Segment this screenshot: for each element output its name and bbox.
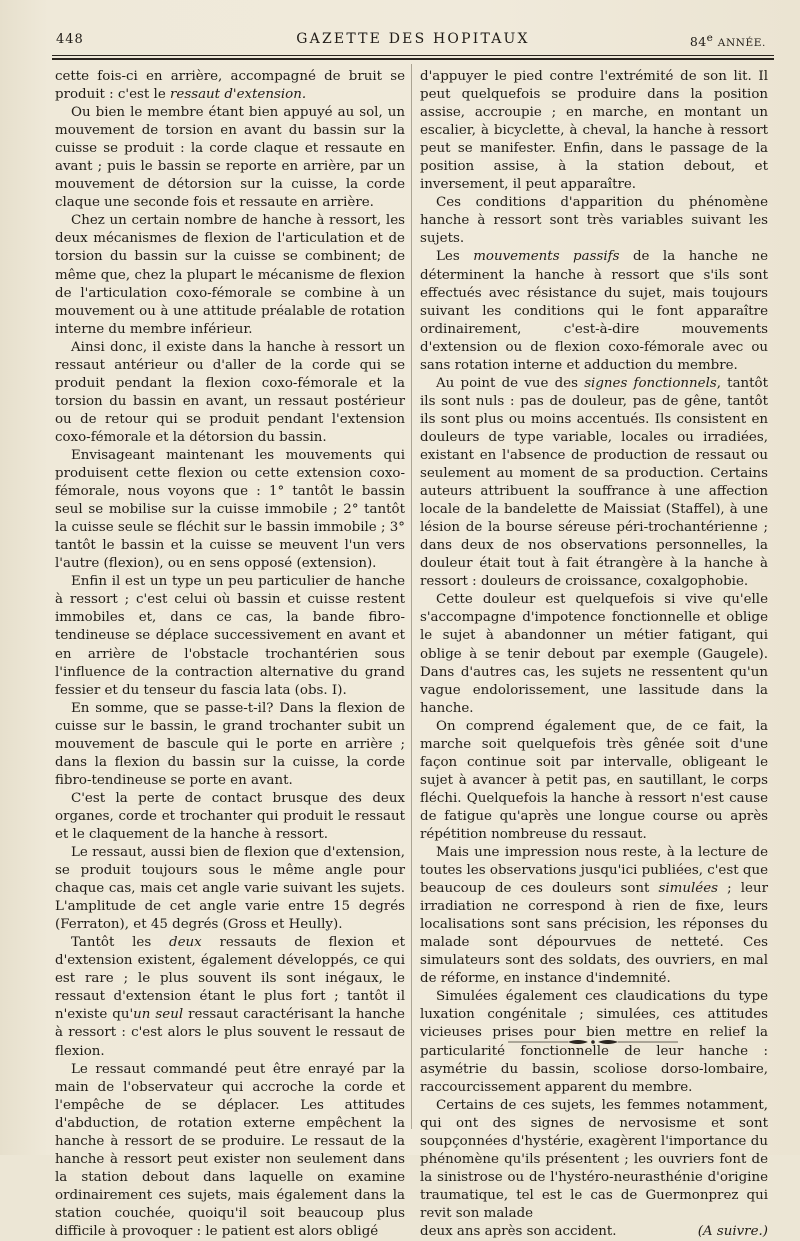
paragraph: Ces conditions d'apparition du phénomène hanche à ressort sont très variables suivant les sujets.	[420, 195, 768, 247]
paragraph: Le ressaut commandé peut être enrayé par la main de l'observateur qui accroche la corde et l'empêche de se déplacer. Les attitudes d'abduction, de rotation externe empêchent la hanche à ressort de se produire. Le ressaut de la hanche à ressort peut exister non seulement dans la station debout dans laquelle on examine ordinairement ces sujets, mais également dans la station couchée, quoiqu'il soit beaucoup plus difficile à provoquer : le patient est alors obligé	[55, 1061, 405, 1239]
year-suffix: e	[706, 32, 714, 44]
right-column	[420, 68, 768, 1241]
emphasis: signes fonctionnels	[584, 375, 717, 391]
paragraph: Enfin il est un type un peu particulier de hanche à ressort ; c'est celui où bassin et cuisse restent immobiles et, dans ce cas, la bande fibro-tendineuse se déplace successivement en avant et en arrière de l'obstacle trochantérien sous l'influence de la contraction alternative du grand fessier et du tenseur du fascia lata (obs. I).	[55, 574, 405, 698]
text-run: ressauts de flexion et d'extension existent, également développés, ce qui est rare ; le plus souvent ils sont inégaux, le ressaut d'extension étant le plus fort ; tantôt il n'existe qu'	[55, 935, 405, 1023]
paragraph	[420, 248, 768, 374]
paragraph	[55, 934, 405, 1060]
header-rule-bottom	[52, 58, 774, 60]
paragraph: On comprend également que, de ce fait, la marche soit quelquefois très gênée soit d'une façon continue soit par intervalle, obligeant le sujet à avancer à petit pas, en sautillant, le corps fléchi. Quelquefois la hanche à ressort n'est cause de fatigue qu'après une longue course ou après répétition nombreuse du ressaut.	[420, 718, 768, 842]
text-run: ressaut caractérisant la hanche à ressort : c'est alors le plus souvent le ressaut de flexion.	[55, 1007, 405, 1059]
year-label	[690, 32, 766, 49]
emphasis: un seul	[133, 1007, 184, 1023]
paragraph: Simulées également ces claudications du type luxation congénitale ; simulées, ces attitudes vicieuses prises pour bien mettre en relief la particularité fonctionnelle de leur hanche : asymétrie du bassin, scoliose dorso-lombaire, raccourcissement apparent du membre.	[420, 989, 768, 1095]
paragraph: Certains de ces sujets, les femmes notamment, qui ont des signes de nervosisme et sont soupçonnées d'hystérie, exagèrent l'importance du phénomène qu'ils présentent ; les ouvriers font de la sinistrose ou de l'hystéro-neurasthénie d'origine traumatique, tel est le cas de Guermonprez qui revit son malade	[420, 1097, 768, 1221]
year-number: 84	[689, 34, 707, 50]
paragraph: Ou bien le membre étant bien appuyé au sol, un mouvement de torsion en avant du bassin sur la cuisse se produit : la corde claque et ressaute en avant ; puis le bassin se reporte en arrière, par un mouvement de détorsion sur la cuisse, la corde claque une seconde fois et ressaute en arrière.	[55, 105, 405, 211]
paragraph: Ainsi donc, il existe dans la hanche à ressort un ressaut antérieur ou d'aller de la corde qui se produit pendant la flexion coxo-fémorale et la torsion du bassin en avant, un ressaut postérieur ou de retour qui se produit pendant l'extension coxo-fémorale et la détorsion du bassin.	[55, 339, 405, 445]
paragraph: Cette douleur est quelquefois si vive qu'elle s'accompagne d'impotence fonctionnelle et oblige le sujet à abandonner un métier fatigant, qui oblige à se tenir debout par exemple (Gaugele). Dans d'autres cas, les sujets ne ressentent qu'un vague endolorissement, une lassitude dans la hanche.	[420, 592, 768, 716]
emphasis: deux	[169, 935, 202, 951]
to-be-continued: (A suivre.)	[697, 1224, 768, 1239]
paragraph	[55, 68, 405, 104]
header-rule-top	[52, 55, 774, 56]
text-run: , tantôt ils sont nuls : pas de douleur, pas de gêne, tantôt ils sont plus ou moins accentués. Ils consistent en douleurs de type variable, locales ou irradiées, existant en l'absence de production de ressaut ou seulement au moment de sa production. Certains auteurs attribuent la souffrance à une affection locale de la bandelette de Maissiat (Staffel), à une lésion de la bourse séreuse péri-trochantérienne ; dans deux de nos observations personnelles, la douleur était tout à fait étrangère à la hanche à ressort : douleurs de croissance, coxalgophobie.	[420, 375, 768, 590]
paragraph-end	[420, 1223, 768, 1241]
column-divider	[411, 64, 412, 1129]
paragraph	[420, 844, 768, 988]
emphasis: simulées	[658, 881, 719, 897]
text-run: ; leur irradiation ne correspond à rien de fixe, leurs localisations sont sans précision, les réponses du malade sont dépourvues de netteté. Ces simulateurs sont des soldats, des ouvriers, en mal de réforme, en instance d'indemnité.	[420, 881, 768, 987]
emphasis: mouvements passifs	[473, 249, 620, 265]
journal-title: GAZETTE DES HOPITAUX	[296, 31, 530, 47]
year-word: ANNÉE.	[717, 37, 766, 50]
text-run: Tantôt les	[71, 935, 169, 951]
page-header	[52, 28, 774, 52]
text-run: cette fois-ci en arrière, accompagné de bruit se produit : c'est le	[55, 69, 405, 103]
text-run: Les	[436, 249, 474, 265]
paragraph: Envisageant maintenant les mouvements qui produisent cette flexion ou cette extension coxo-fémorale, nous voyons que : 1° tantôt le bassin seul se mobilise sur la cuisse immobile ; 2° tantôt la cuisse seule se fléchit sur le bassin immobile ; 3° tantôt le bassin et la cuisse se meuvent l'un vers l'autre (flexion), ou en sens opposé (extension).	[55, 447, 405, 572]
paragraph	[420, 375, 768, 592]
paragraph: Chez un certain nombre de hanche à ressort, les deux mécanismes de flexion de l'articulation et de torsion du bassin sur la cuisse se combinent; de même que, chez la plupart le mécanisme de flexion de l'articulation coxo-fémorale se combine à un mouvement ou à une attitude préalable de rotation interne du membre inférieur.	[55, 213, 405, 337]
page-number: 448	[56, 32, 84, 47]
left-column	[55, 68, 405, 1241]
emphasis: ressaut d'extension.	[170, 87, 307, 103]
paragraph: En somme, que se passe-t-il? Dans la flexion de cuisse sur le bassin, le grand trochanter subit un mouvement de bascule qui le porte en arrière ; dans la flexion du bassin sur la cuisse, la corde fibro-tendineuse se porte en avant.	[55, 700, 405, 788]
text-run: Au point de vue des	[436, 375, 585, 391]
text-run: de la hanche ne déterminent la hanche à ressort que s'ils sont effectués avec résistance du sujet, mais toujours suivant les conditions qui le font apparaître ordinairement, c'est-à-dire mouvements d'extension ou de flexion coxo-fémorale avec ou sans rotation interne et adduction du membre.	[420, 249, 769, 373]
end-ornament-icon	[508, 1036, 678, 1048]
paragraph: Le ressaut, aussi bien de flexion que d'extension, se produit toujours sous le même angle pour chaque cas, mais cet angle varie suivant les sujets. L'amplitude de cet angle varie entre 15 degrés (Ferraton), et 45 degrés (Gross et Heully).	[55, 845, 405, 933]
paragraph: d'appuyer le pied contre l'extrémité de son lit. Il peut quelquefois se produire dans la position assise, accroupie ; en marche, en montant un escalier, à bicyclette, à cheval, la hanche à ressort peut se manifester. Enfin, dans le passage de la position assise, à la station debout, et inversement, il peut apparaître.	[420, 69, 768, 193]
paragraph: C'est la perte de contact brusque des deux organes, corde et trochanter qui produit le ressaut et le claquement de la hanche à ressort.	[55, 790, 405, 842]
text-run: deux ans après son accident.	[420, 1224, 617, 1239]
text-run: Mais une impression nous reste, à la lecture de toutes les observations jusqu'ici publiées, c'est que beaucoup de ces douleurs sont	[420, 845, 768, 897]
